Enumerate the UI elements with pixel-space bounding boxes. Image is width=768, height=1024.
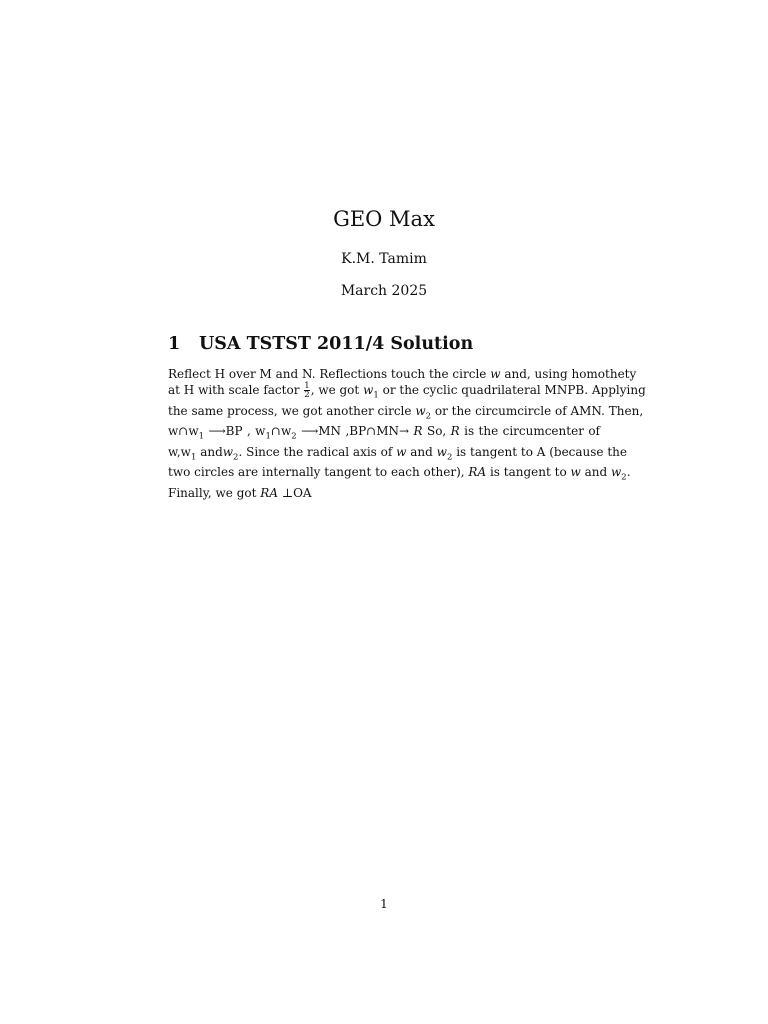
document-date: March 2025 (340, 283, 428, 299)
page-number: 1 (380, 897, 388, 911)
paragraph-line: $w\cap w_1$ ⟶BP , $w_1\cap w_2$ ⟶MN ,BP∩MN→ R So, R is the circumcenter of (168, 424, 601, 442)
paragraph-line: the same process, we got another circle $w_2$ or the circumcircle of AMN. Then, (168, 403, 644, 421)
solution-paragraph (168, 367, 646, 501)
paragraph-line: $w,w_1$ andw$_2$. Since the radical axis of w and $w_2$ is tangent to A (because the (168, 444, 628, 462)
fraction: $\frac{1}{2}$ (304, 381, 310, 401)
paragraph-line: Reflect H over M and N. Reflections touch the circle w and, using homothety (168, 367, 637, 381)
document-author: K.M. Tamim (341, 251, 427, 267)
section-heading (168, 334, 473, 354)
document-title: GEO Max (333, 207, 435, 231)
section-title: USA TSTST 2011/4 Solution (199, 334, 474, 354)
paragraph-line: at H with scale factor $\frac{1}{2}$ , we got $w_1$ or the cyclic quadrilateral MNPB. Applying (168, 381, 646, 401)
section-number: 1 (168, 334, 181, 354)
paragraph-line: two circles are internally tangent to each other), RA is tangent to w and $w_2$. (168, 465, 631, 483)
paragraph-line: Finally, we got RA ⊥OA (168, 485, 312, 500)
